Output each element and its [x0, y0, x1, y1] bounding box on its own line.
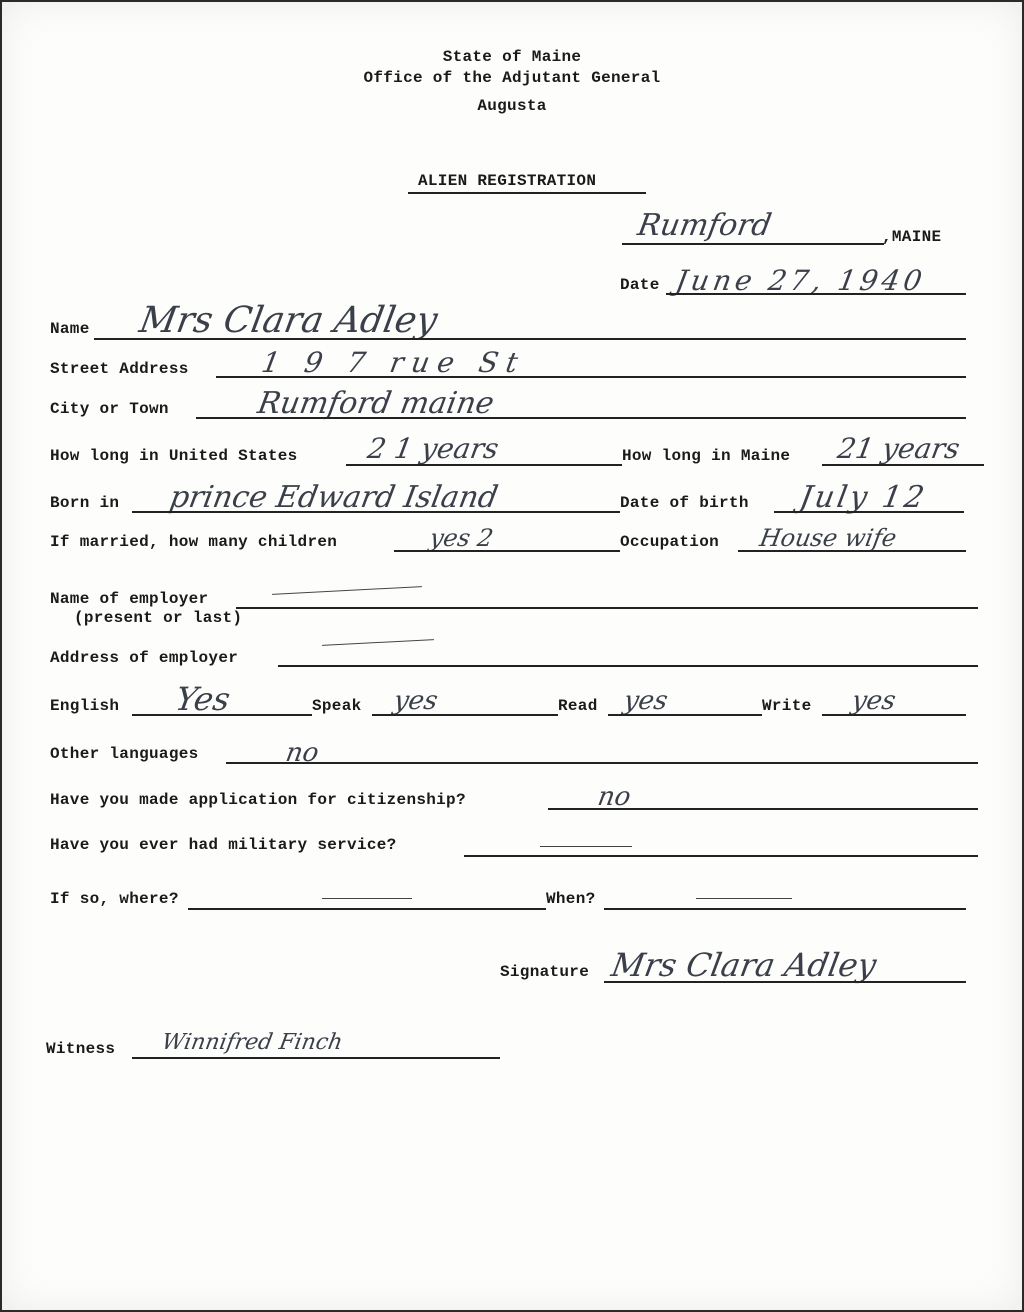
citizenship-value: no	[595, 782, 634, 812]
street-label: Street Address	[50, 360, 189, 378]
english-value: Yes	[172, 680, 234, 718]
citizenship-line	[548, 808, 978, 810]
military-label: Have you ever had military service?	[50, 836, 397, 854]
how-long-us-line	[346, 464, 622, 466]
witness-label: Witness	[46, 1040, 116, 1058]
name-line	[94, 338, 966, 340]
employer-address-label: Address of employer	[50, 649, 239, 667]
date-of-birth-line	[774, 511, 964, 513]
where-line	[188, 908, 546, 910]
where-dash	[322, 898, 412, 899]
town-line	[622, 243, 884, 245]
employer-address-dash	[322, 639, 434, 646]
date-of-birth-label: Date of birth	[620, 494, 749, 512]
city-value: Rumford maine	[254, 386, 497, 421]
children-line	[394, 550, 620, 552]
children-value: yes 2	[427, 524, 496, 552]
how-long-us-label: How long in United States	[50, 447, 298, 465]
name-label: Name	[50, 320, 90, 338]
military-line	[464, 855, 978, 857]
write-value: yes	[849, 686, 899, 716]
date-label: Date	[620, 276, 660, 294]
signature-line	[604, 981, 966, 983]
street-line	[216, 376, 966, 378]
english-label: English	[50, 697, 120, 715]
read-value: yes	[621, 686, 671, 716]
where-label: If so, where?	[50, 890, 179, 908]
speak-value: yes	[391, 686, 441, 716]
english-line	[132, 714, 312, 716]
write-line	[822, 714, 966, 716]
speak-label: Speak	[312, 697, 362, 715]
signature-label: Signature	[500, 963, 590, 981]
read-label: Read	[558, 697, 598, 715]
employer-address-line	[278, 665, 978, 667]
how-long-us-value: 2 1 years	[365, 432, 502, 465]
other-languages-value: no	[283, 738, 322, 768]
how-long-maine-line	[822, 464, 984, 466]
occupation-label: Occupation	[620, 533, 720, 551]
employer-name-dash	[272, 586, 422, 595]
other-languages-line	[226, 762, 978, 764]
occupation-line	[738, 550, 966, 552]
when-label: When?	[546, 890, 596, 908]
city-line	[196, 417, 966, 419]
form-title-underline	[408, 192, 646, 194]
when-dash	[696, 898, 792, 899]
children-label: If married, how many children	[50, 533, 338, 551]
military-dash	[540, 846, 632, 847]
town-handwritten: Rumford	[634, 208, 775, 243]
born-in-label: Born in	[50, 494, 120, 512]
other-languages-label: Other languages	[50, 745, 199, 763]
read-line	[608, 714, 762, 716]
date-line	[666, 293, 966, 295]
form-title: ALIEN REGISTRATION	[418, 172, 597, 190]
witness-value: Winnifred Finch	[159, 1030, 345, 1055]
street-value: 1 9 7 rue St	[259, 346, 529, 379]
citizenship-label: Have you made application for citizenship?	[50, 791, 466, 809]
signature-value: Mrs Clara Adley	[608, 946, 880, 984]
write-label: Write	[762, 697, 812, 715]
header-city: Augusta	[477, 97, 547, 115]
born-in-value: prince Edward Island	[166, 480, 501, 515]
state-label: ,MAINE	[882, 228, 942, 246]
header-office: Office of the Adjutant General	[363, 69, 661, 87]
city-label: City or Town	[50, 400, 169, 418]
date-of-birth-value: July 12	[796, 480, 930, 515]
name-value: Mrs Clara Adley	[136, 300, 441, 341]
employer-name-label: Name of employer	[50, 590, 209, 608]
speak-line	[372, 714, 558, 716]
how-long-maine-value: 21 years	[835, 432, 963, 465]
occupation-value: House wife	[757, 524, 899, 552]
date-value: June 27, 1940	[673, 264, 929, 297]
header-state: State of Maine	[442, 48, 582, 66]
when-line	[604, 908, 966, 910]
how-long-maine-label: How long in Maine	[622, 447, 791, 465]
witness-line	[132, 1057, 500, 1059]
employer-name-sublabel: (present or last)	[74, 609, 243, 627]
employer-name-line	[236, 607, 978, 609]
born-in-line	[132, 511, 620, 513]
